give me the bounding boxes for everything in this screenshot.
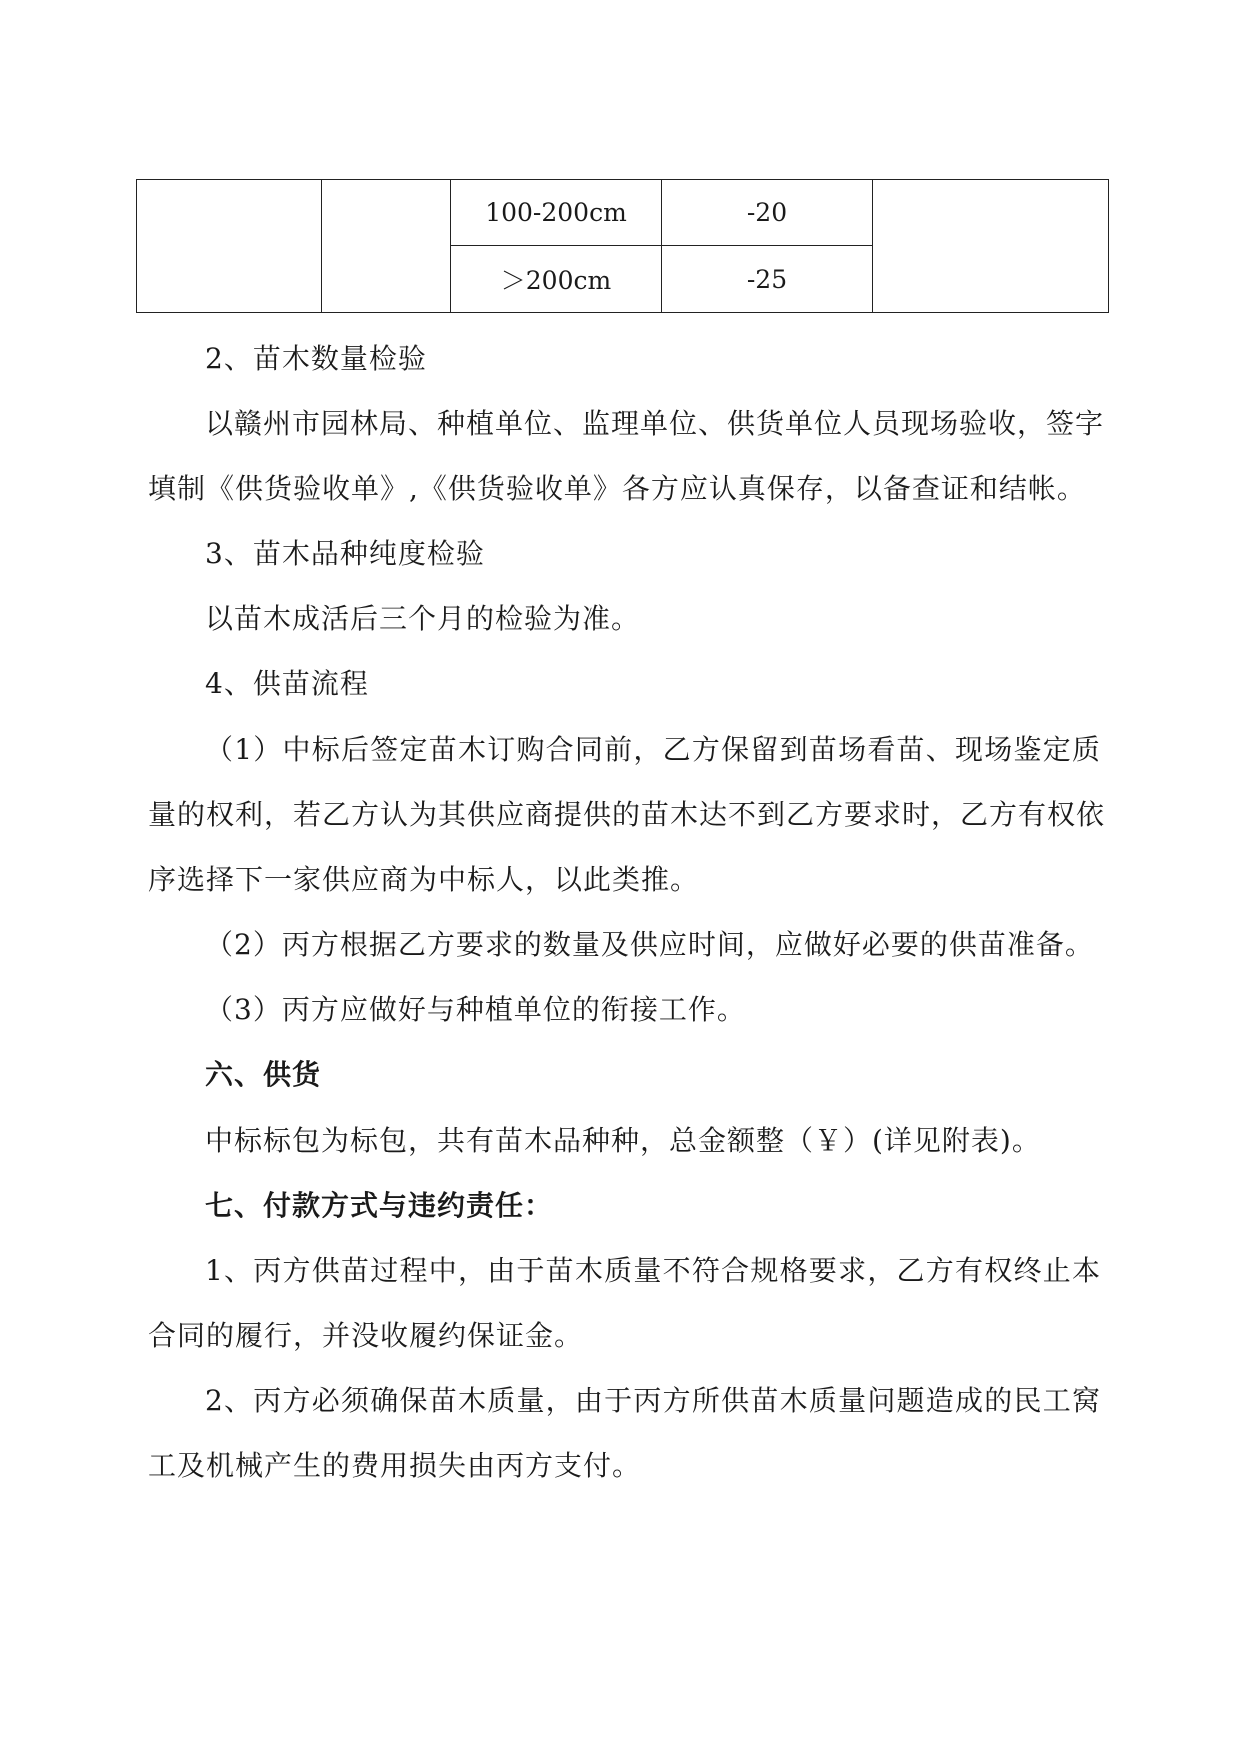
paragraph-line: 1、丙方供苗过程中，由于苗木质量不符合规格要求，乙方有权终止本 <box>205 1254 1101 1287</box>
table-cell-range: ＞200cm <box>451 246 662 313</box>
table-cell-empty <box>137 180 322 313</box>
paragraph-line: 合同的履行，并没收履约保证金。 <box>148 1319 584 1352</box>
table-cell-empty <box>322 180 451 313</box>
paragraph-line: 序选择下一家供应商为中标人，以此类推。 <box>148 863 700 896</box>
paragraph-line: 工及机械产生的费用损失由丙方支付。 <box>148 1449 642 1482</box>
paragraph-line: 填制《供货验收单》,《供货验收单》各方应认真保存，以备查证和结帐。 <box>148 472 1086 505</box>
paragraph-line: （2）丙方根据乙方要求的数量及供应时间，应做好必要的供苗准备。 <box>205 928 1094 961</box>
table-cell-range: 100-200cm <box>451 180 662 246</box>
paragraph-line: 以苗木成活后三个月的检验为准。 <box>205 602 641 635</box>
paragraph-line: 2、丙方必须确保苗木质量，由于丙方所供苗木质量问题造成的民工窝 <box>205 1384 1101 1417</box>
paragraph-line: （3）丙方应做好与种植单位的衔接工作。 <box>205 993 746 1026</box>
section-heading: 3、苗木品种纯度检验 <box>205 537 485 570</box>
chapter-heading: 六、供货 <box>205 1058 322 1091</box>
section-heading: 4、供苗流程 <box>205 667 369 700</box>
spec-table <box>136 179 1109 313</box>
paragraph-line: 中标标包为标包，共有苗木品种种，总金额整（￥）(详见附表)。 <box>205 1124 1041 1157</box>
paragraph-line: 量的权利，若乙方认为其供应商提供的苗木达不到乙方要求时，乙方有权依 <box>148 798 1106 831</box>
paragraph-line: 以赣州市园林局、种植单位、监理单位、供货单位人员现场验收，签字 <box>205 407 1105 440</box>
table-cell-value: -25 <box>662 246 873 313</box>
table-cell-value: -20 <box>662 180 873 246</box>
section-heading: 2、苗木数量检验 <box>205 342 427 375</box>
chapter-heading: 七、付款方式与违约责任： <box>205 1189 554 1222</box>
paragraph-line: （1）中标后签定苗木订购合同前，乙方保留到苗场看苗、现场鉴定质 <box>205 733 1101 766</box>
table-cell-empty <box>873 180 1109 313</box>
